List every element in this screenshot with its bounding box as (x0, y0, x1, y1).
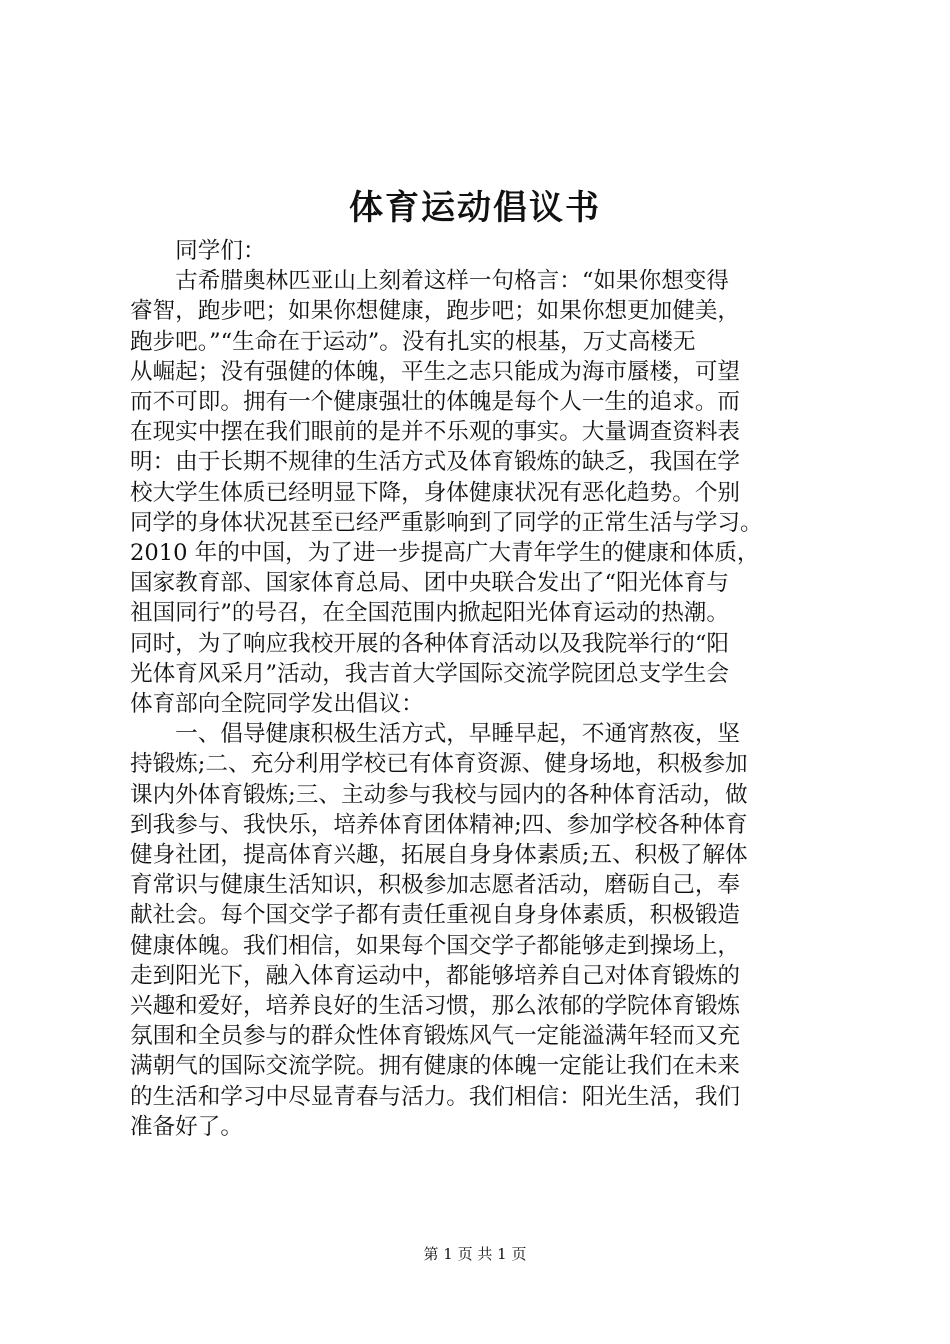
body-text-line: 校大学生体质已经明显下降，身体健康状况有恶化趋势。个别 (130, 479, 741, 506)
body-text-line: 从崛起；没有强健的体魄，平生之志只能成为海市蜃楼，可望 (130, 358, 741, 385)
body-text-line: 国家教育部、国家体育总局、团中央联合发出了“阳光体育与 (130, 570, 729, 597)
page-number-footer: 第 1 页 共 1 页 (423, 1245, 527, 1263)
body-text-line: 健身社团，提高体育兴趣，拓展自身身体素质;五、积极了解体 (130, 842, 748, 868)
body-text-line: 走到阳光下，融入体育运动中，都能够培养自己对体育锻炼的 (130, 962, 741, 989)
body-text-line: 明：由于长期不规律的生活方式及体育锻炼的缺乏，我国在学 (130, 449, 741, 476)
body-text-line: 睿智，跑步吧；如果你想健康，跑步吧；如果你想更加健美， (130, 298, 741, 325)
body-text-line: 2010 年的中国，为了进一步提高广大青年学生的健康和体质， (130, 540, 760, 566)
body-text-line: 同时，为了响应我校开展的各种体育活动以及我院举行的“阳 (130, 630, 729, 657)
body-text-line: 持锻炼;二、充分利用学校已有体育资源、健身场地，积极参加 (130, 751, 748, 778)
body-text-line: 跑步吧。”“生命在于运动”。没有扎实的根基，万丈高楼无 (130, 328, 696, 355)
body-text-line: 体育部向全院同学发出倡议： (130, 691, 424, 717)
body-text-line: 氛围和全员参与的群众性体育锻炼风气一定能溢满年轻而又充 (130, 1023, 741, 1050)
body-text-line: 到我参与、我快乐，培养体育团体精神;四、参加学校各种体育 (130, 811, 748, 838)
body-text-line: 育常识与健康生活知识，积极参加志愿者活动，磨砺自己，奉 (130, 872, 741, 899)
body-text-line: 一、倡导健康积极生活方式，早睡早起，不通宵熬夜，坚 (130, 721, 741, 748)
body-text-line: 同学的身体状况甚至已经严重影响到了同学的正常生活与学习。 (130, 509, 763, 536)
body-text-line: 在现实中摆在我们眼前的是并不乐观的事实。大量调查资料表 (130, 419, 741, 446)
body-text-line: 祖国同行”的号召，在全国范围内掀起阳光体育运动的热潮。 (130, 600, 729, 627)
body-text-line: 古希腊奥林匹亚山上刻着这样一句格言：“如果你想变得 (130, 268, 729, 295)
body-text-line: 准备好了。 (130, 1113, 243, 1140)
body-text-line: 光体育风采月”活动，我吉首大学国际交流学院团总支学生会 (130, 660, 729, 687)
body-text-line: 健康体魄。我们相信，如果每个国交学子都能够走到操场上， (130, 932, 741, 959)
body-text-line: 而不可即。拥有一个健康强壮的体魄是每个人一生的追求。而 (130, 389, 741, 415)
body-text-line: 课内外体育锻炼;三、主动参与我校与园内的各种体育活动，做 (130, 781, 748, 808)
body-text-line: 同学们： (130, 238, 266, 264)
body-text-line: 兴趣和爱好，培养良好的生活习惯，那么浓郁的学院体育锻炼 (130, 993, 741, 1019)
body-text-line: 的生活和学习中尽显青春与活力。我们相信：阳光生活，我们 (130, 1083, 741, 1110)
document-title: 体育运动倡议书 (349, 188, 601, 228)
body-text-line: 献社会。每个国交学子都有责任重视自身身体素质，积极锻造 (130, 902, 741, 929)
body-text-line: 满朝气的国际交流学院。拥有健康的体魄一定能让我们在未来 (130, 1053, 741, 1080)
